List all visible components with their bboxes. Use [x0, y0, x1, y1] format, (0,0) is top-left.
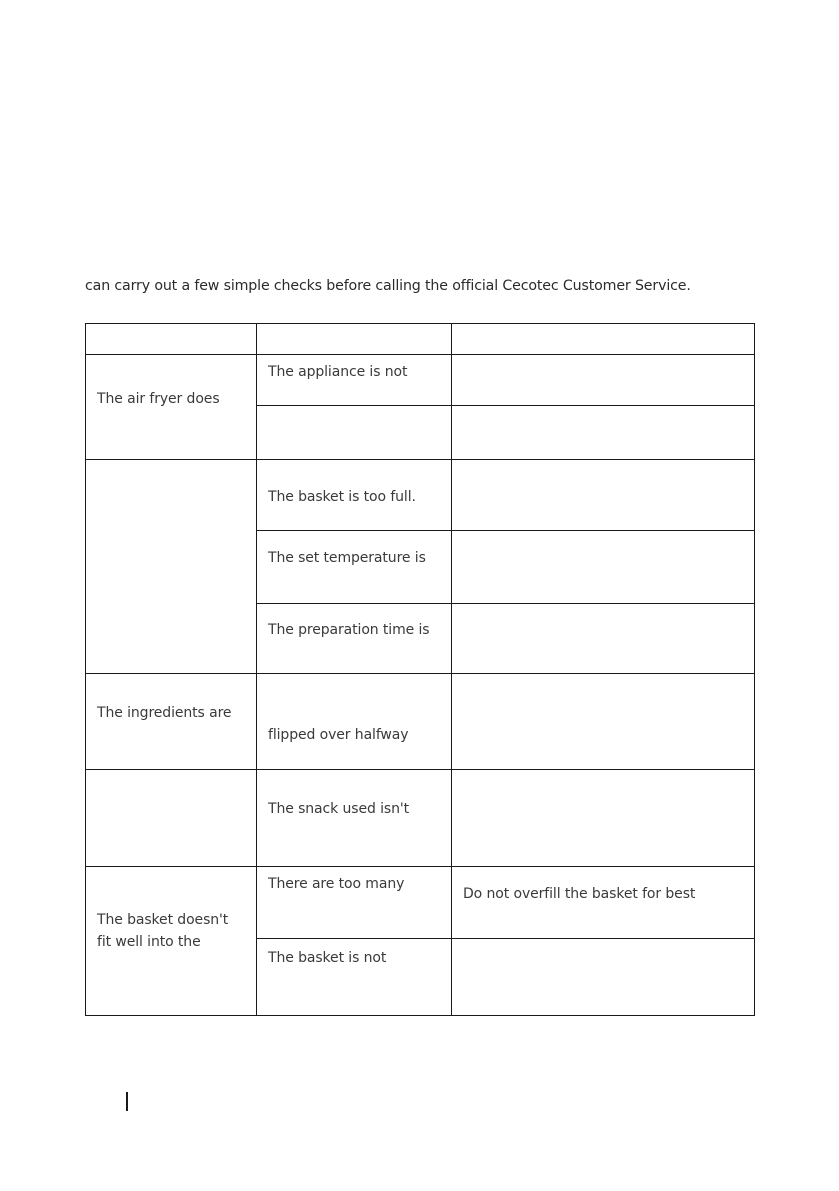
troubleshooting-table [85, 323, 755, 1016]
solution-cell [452, 674, 755, 770]
table-row [86, 867, 755, 939]
problem-cell [86, 355, 257, 460]
cause-text: The appliance is not [268, 364, 408, 380]
problem-cell [86, 770, 257, 867]
table-header-row [86, 324, 755, 355]
cause-cell [257, 604, 452, 674]
solution-cell [452, 770, 755, 867]
cause-cell [257, 531, 452, 604]
header-cell-problem [86, 324, 257, 355]
cause-cell [257, 460, 452, 531]
table-row [86, 355, 755, 406]
cause-cell [257, 867, 452, 939]
solution-text: Do not overfill the basket for best [463, 886, 696, 902]
table-row [86, 674, 755, 770]
table-row [86, 460, 755, 531]
cause-cell [257, 406, 452, 460]
cause-text: There are too many [268, 876, 405, 892]
cause-text: The preparation time is [268, 622, 430, 638]
cause-text: The basket is too full. [268, 489, 416, 505]
problem-text-line-2: fit well into the [97, 934, 201, 950]
cause-cell [257, 674, 452, 770]
cause-cell [257, 939, 452, 1016]
solution-cell [452, 406, 755, 460]
solution-cell [452, 355, 755, 406]
cause-text: The set temperature is [268, 550, 426, 566]
problem-text: The ingredients are [97, 705, 232, 721]
problem-cell [86, 674, 257, 770]
header-cell-solution [452, 324, 755, 355]
problem-text: The air fryer does [97, 391, 220, 407]
cause-cell [257, 770, 452, 867]
solution-cell [452, 460, 755, 531]
problem-text-line-1: The basket doesn't [97, 912, 229, 928]
cause-text: The snack used isn't [268, 801, 410, 817]
solution-cell [452, 531, 755, 604]
page-number-divider [126, 1092, 128, 1111]
table-row [86, 770, 755, 867]
cause-cell [257, 355, 452, 406]
cause-text: flipped over halfway [268, 727, 409, 743]
header-cell-cause [257, 324, 452, 355]
intro-paragraph: can carry out a few simple checks before calling the official Cecotec Customer Service. [85, 278, 691, 294]
solution-cell [452, 867, 755, 939]
problem-cell [86, 460, 257, 674]
solution-cell [452, 604, 755, 674]
cause-text: The basket is not [268, 950, 387, 966]
problem-cell [86, 867, 257, 1016]
solution-cell [452, 939, 755, 1016]
